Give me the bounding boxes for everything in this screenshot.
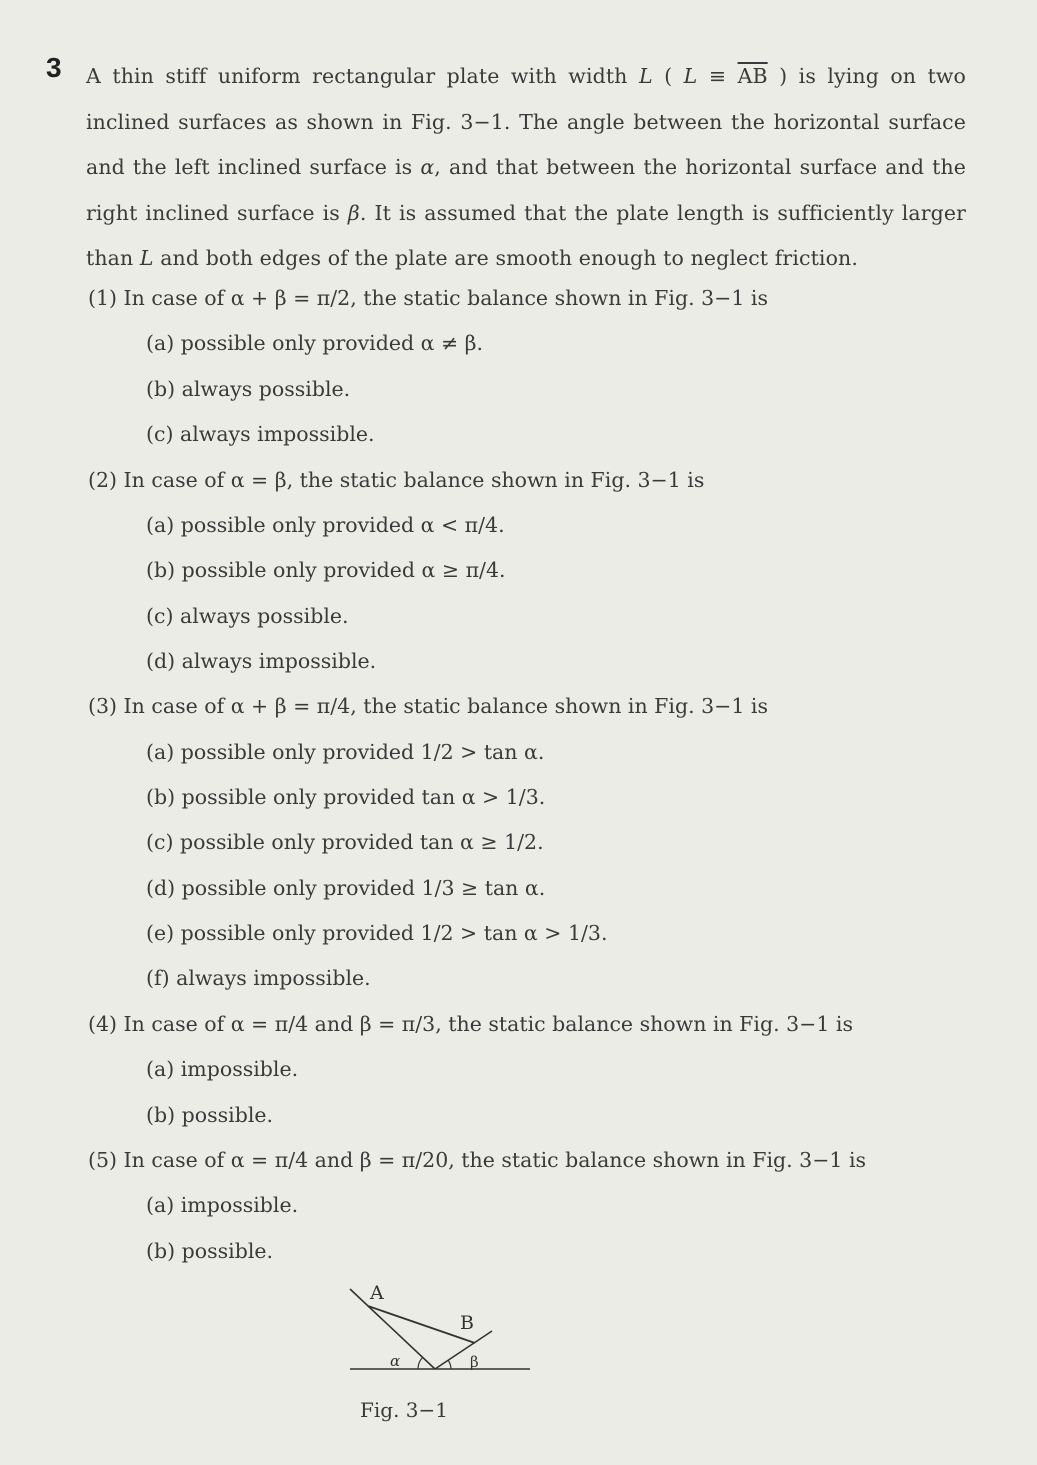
question-3-stem: (3) In case of α + β = π/4, the static balance shown in Fig. 3−1 is: [88, 694, 768, 718]
question-1-option-b: (b) always possible.: [146, 377, 351, 401]
intro-text-6: and both edges of the plate are smooth enough to neglect friction.: [153, 246, 858, 270]
point-a-label: A: [370, 1282, 384, 1304]
intro-text-4: , and that between the horizontal surface and the right inclined surface is: [86, 155, 966, 225]
question-2-stem: (2) In case of α = β, the static balance shown in Fig. 3−1 is: [88, 468, 705, 492]
question-3-option-a: (a) possible only provided 1/2 > tan α.: [146, 740, 545, 764]
beta-label: β: [470, 1353, 479, 1371]
alpha-label: α: [390, 1352, 401, 1370]
figure-plate-diagram: [340, 1276, 540, 1386]
intro-text-3: ) is lying on two inclined surfaces as shown in Fig. 3−1. The angle between the horizontal surface and the left inclined surface is: [86, 64, 966, 179]
beta-angle-arc: [448, 1360, 451, 1369]
alpha-angle-arc: [418, 1357, 423, 1369]
equiv-symbol: ≡: [697, 64, 738, 88]
var-alpha: α: [420, 155, 435, 179]
question-4-stem: (4) In case of α = π/4 and β = π/3, the static balance shown in Fig. 3−1 is: [88, 1012, 853, 1036]
question-2-option-c: (c) always possible.: [146, 604, 349, 628]
question-4-option-b: (b) possible.: [146, 1103, 274, 1127]
question-2-option-d: (d) always impossible.: [146, 649, 377, 673]
question-2-option-b: (b) possible only provided α ≥ π/4.: [146, 558, 506, 582]
figure-caption: Fig. 3−1: [360, 1398, 448, 1422]
question-4-option-a: (a) impossible.: [146, 1057, 299, 1081]
var-l: L: [683, 64, 698, 88]
var-beta: β: [347, 200, 360, 225]
question-3-option-c: (c) possible only provided tan α ≥ 1/2.: [146, 830, 544, 854]
question-3-option-e: (e) possible only provided 1/2 > tan α > 1/3.: [146, 921, 608, 945]
question-3-option-f: (f) always impossible.: [146, 966, 371, 990]
question-5-option-b: (b) possible.: [146, 1239, 274, 1263]
question-5-option-a: (a) impossible.: [146, 1193, 299, 1217]
question-1-stem: (1) In case of α + β = π/2, the static balance shown in Fig. 3−1 is: [88, 286, 768, 310]
point-b-label: B: [460, 1312, 474, 1334]
question-1-option-a: (a) possible only provided α ≠ β.: [146, 331, 484, 355]
question-3-option-b: (b) possible only provided tan α > 1/3.: [146, 785, 546, 809]
plate-edge-line: [368, 1306, 475, 1343]
question-3-option-d: (d) possible only provided 1/3 ≥ tan α.: [146, 876, 546, 900]
var-l: L: [139, 246, 154, 270]
segment-ab: $\overline{AB}$: [737, 64, 768, 88]
question-5-stem: (5) In case of α = π/4 and β = π/20, the static balance shown in Fig. 3−1 is: [88, 1148, 867, 1172]
right-inclined-surface: [435, 1331, 492, 1369]
intro-text-2: (: [652, 64, 684, 88]
intro-text-5: . It is assumed that the plate length is sufficiently larger than: [86, 200, 966, 270]
problem-intro: [86, 54, 966, 282]
intro-text-1: A thin stiff uniform rectangular plate with width: [86, 64, 639, 88]
problem-number: 3: [46, 52, 62, 83]
question-2-option-a: (a) possible only provided α < π/4.: [146, 513, 505, 537]
question-1-option-c: (c) always impossible.: [146, 422, 375, 446]
var-l: L: [638, 64, 653, 88]
